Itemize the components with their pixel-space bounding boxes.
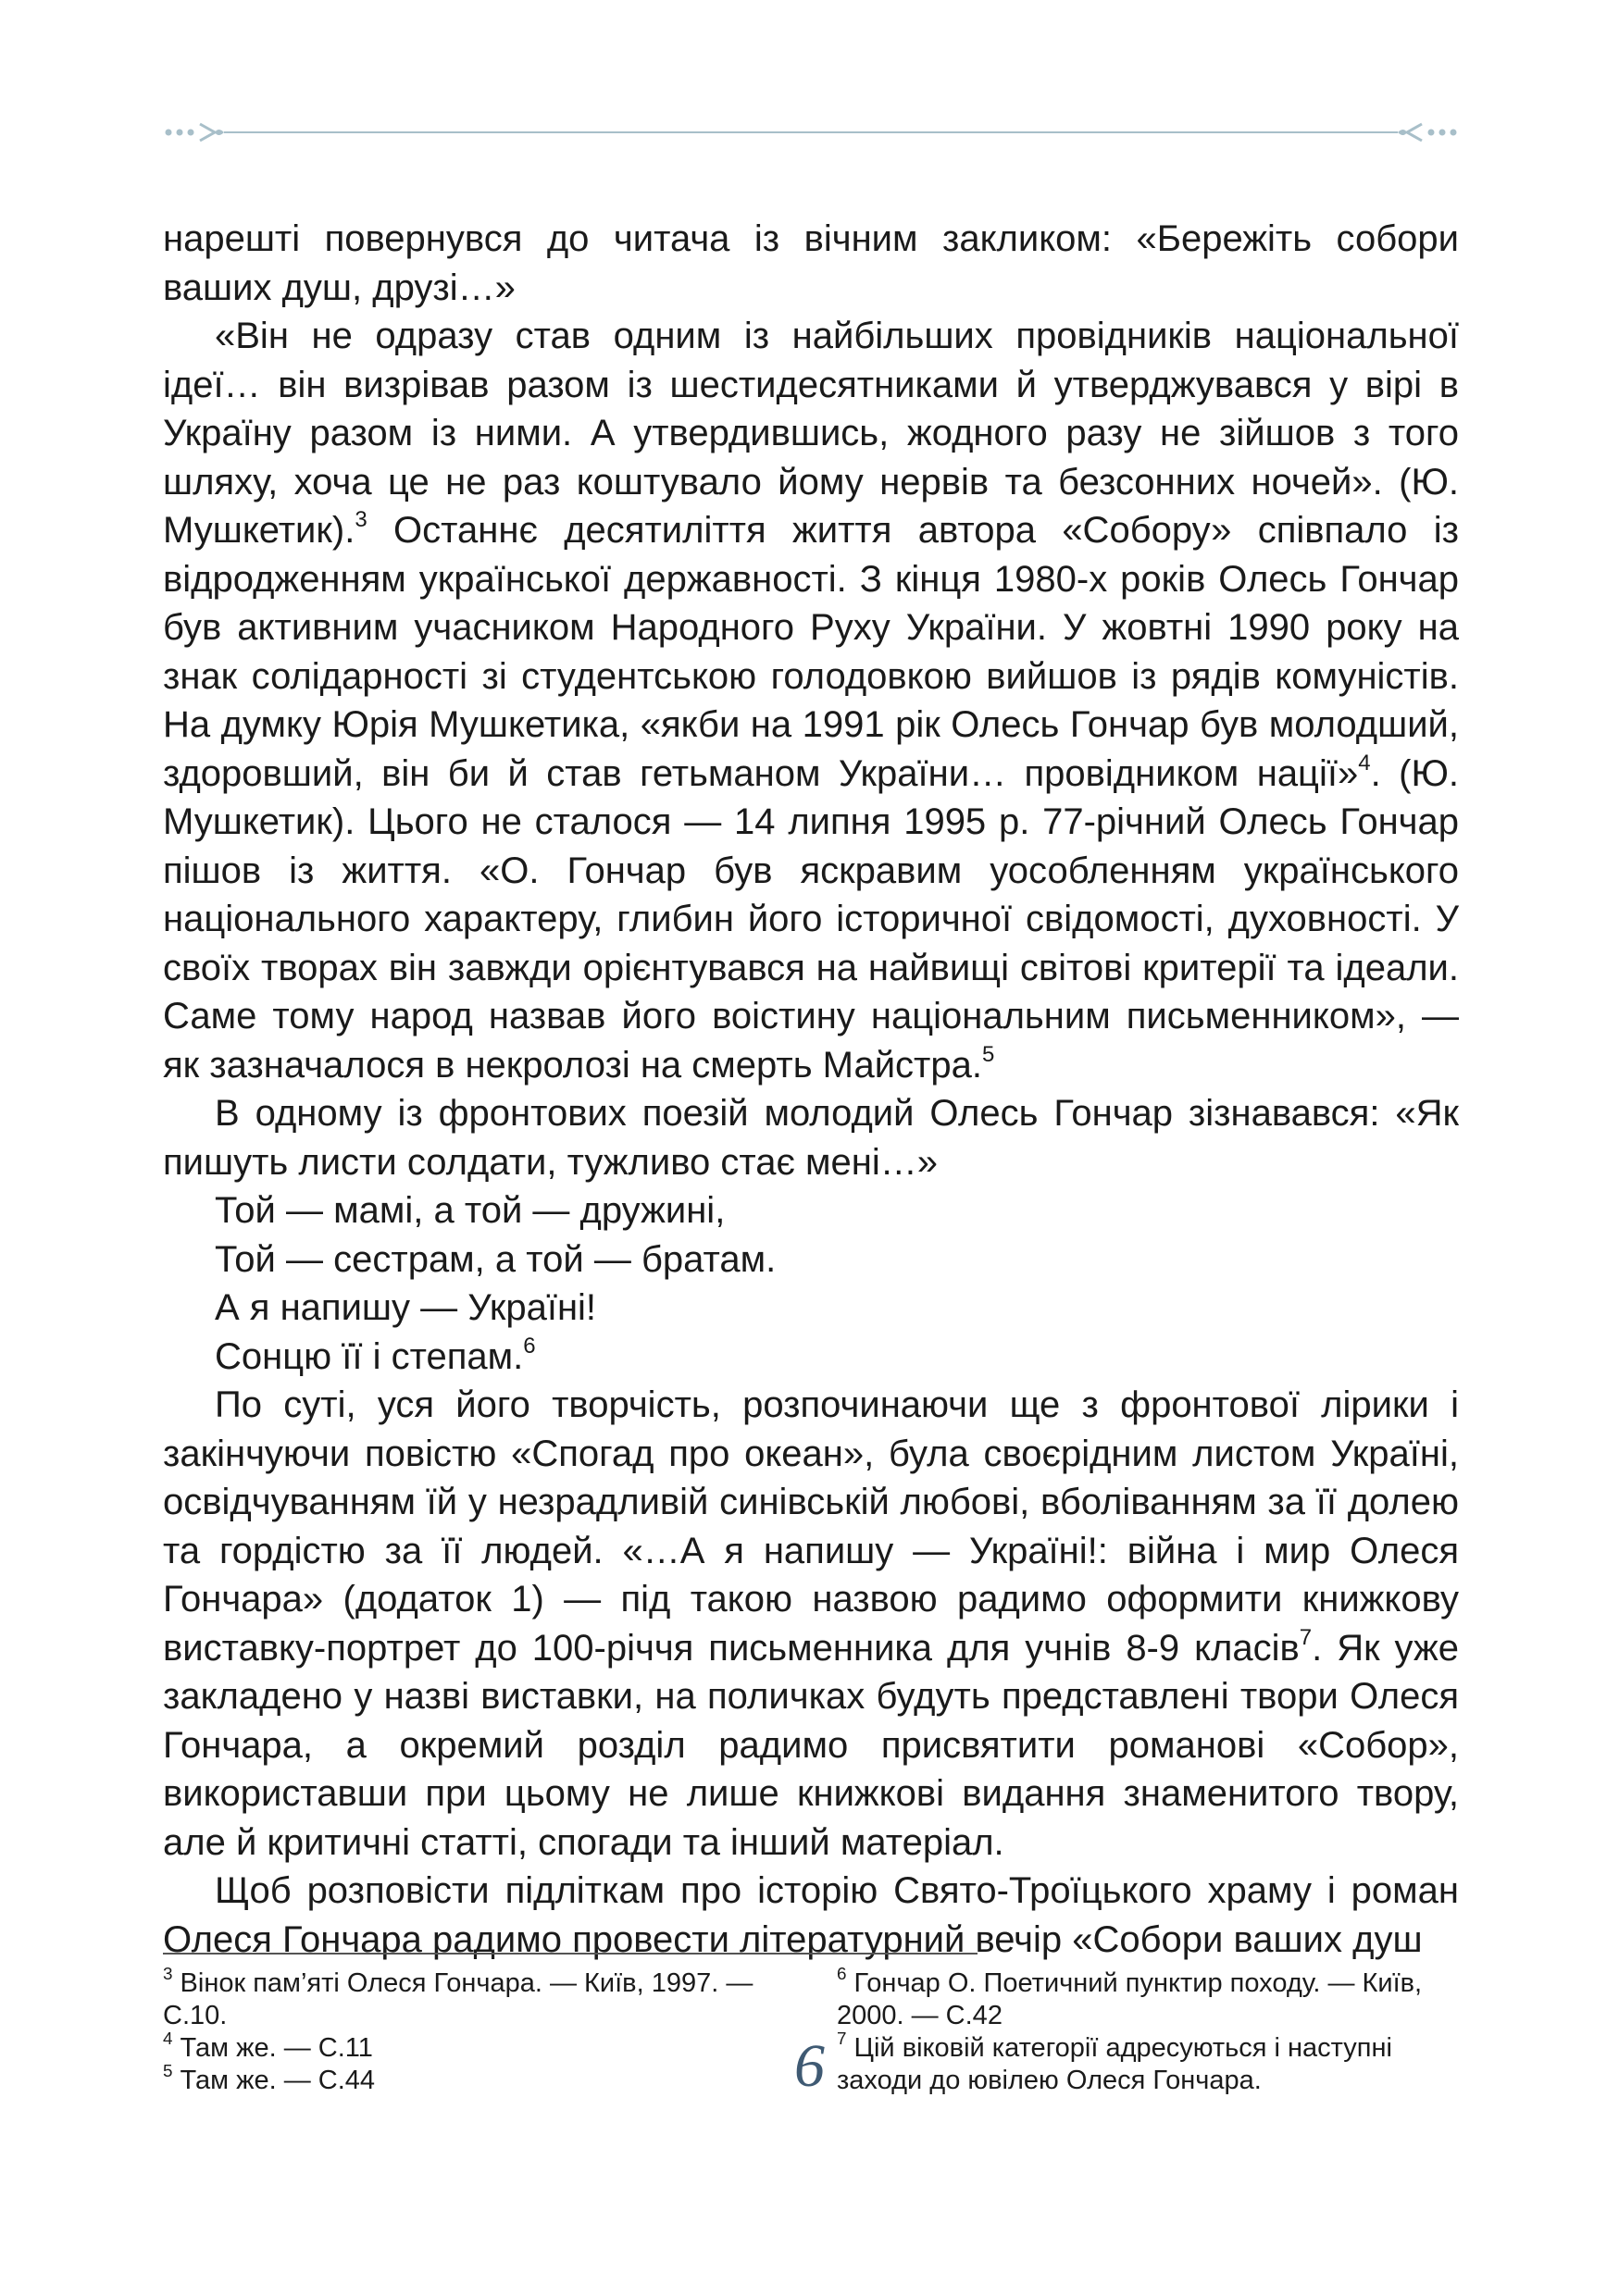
main-text	[163, 215, 1459, 1964]
footnote-ref-3: 3	[355, 507, 367, 533]
footnote-7-mark: 7	[837, 2029, 847, 2049]
footnote-ref-6: 6	[523, 1333, 536, 1359]
poem-line-1: Той — мамі, а той — дружині,	[215, 1190, 726, 1231]
paragraph-2	[163, 312, 1459, 1089]
footnote-6-text: Гончар О. Поетичний пунктир походу. — Київ, 2000. — С.42	[837, 1968, 1423, 2030]
poem-line-2: Той — сестрам, а той — братам.	[215, 1238, 777, 1280]
footnote-3-text: Вінок пам’яті Олеся Гончара. — Київ, 1997. — С.10.	[163, 1968, 753, 2030]
footnote-divider	[163, 1953, 978, 1955]
paragraph-2-part-3: . (Ю. Мушкетик). Цього не сталося — 14 липня 1995 р. 77-річний Олесь Гончар пішов із життя. «О. Гончар був яскравим уособленням українського національного характеру, глибин його історичної свідомості, духовності. У своїх творах він завжди орієнтувався на найвищі світові критерії та ідеали. Саме тому народ назвав його воістину національним письменником», — як зазначалося в некролозі на смерть Майстра.	[163, 752, 1459, 1086]
poem-line-4-text: Сонцю її і степам.	[215, 1335, 524, 1377]
footnote-ref-4: 4	[1358, 750, 1371, 776]
footnote-3	[163, 1964, 811, 2032]
paragraph-2-part-2: Останнє десятиліття життя автора «Собору» співпало із відродженням української державності. З кінця 1980-х років Олесь Гончар був активним учасником Народного Руху України. У жовтні 1990 року на знак солідарності зі студентською голодовкою вийшов із рядів комуністів. На думку Юрія Мушкетика, «якби на 1991 рік Олесь Гончар був молодший, здоровший, він би й став гетьманом України… провідником нації»	[163, 510, 1459, 794]
poem-line-3: А я напишу — Україні!	[215, 1287, 597, 1328]
poem	[163, 1186, 1459, 1381]
footnote-7-text: Цій віковій категорії адресуються і наступні заходи до ювілею Олеся Гончара.	[837, 2033, 1392, 2095]
footnote-4-mark: 4	[163, 2029, 173, 2049]
footnote-4-text: Там же. — С.11	[172, 2033, 373, 2063]
paragraph-4-part-1: По суті, уся його творчість, розпочинаючи ще з фронтової лірики і закінчуючи повістю «Спогад про океан», була своєрідним листом Україні, освідчуванням їй у незрадливій синівській любові, вболіванням за її долею та гордістю за її людей. «…А я напишу — Україні!: війна і мир Олеся Гончара» (додаток 1) — під такою назвою радимо оформити книжкову виставку-портрет до 100-річчя письменника для учнів 8-9 класів	[163, 1384, 1459, 1669]
footnote-5-mark: 5	[163, 2061, 173, 2081]
page-number: 6	[794, 2032, 825, 2100]
poem-line-4	[215, 1333, 1459, 1382]
footnote-ref-5: 5	[981, 1041, 995, 1067]
footnote-ref-7: 7	[1299, 1624, 1313, 1650]
top-ornament	[163, 118, 1459, 146]
footnote-6-mark: 6	[837, 1964, 847, 1984]
paragraph-5: Щоб розповісти підліткам про історію Свято-Троїцького храму і роман Олеся Гончара радимо провести літературний вечір «Собори ваших душ	[163, 1870, 1459, 1960]
footnote-3-mark: 3	[163, 1964, 173, 1984]
paragraph-2-part-1: «Він не одразу став одним із найбільших провідників національної ідеї… він визрівав разом із шестидесятниками й утверджувався у вірі в Україну разом із ними. А утвердившись, жодного разу не зійшов з того шляху, хоча це не раз коштувало йому нервів та безсонних ночей». (Ю. Мушкетик).	[163, 316, 1459, 551]
paragraph-3: В одному із фронтових поезій молодий Олесь Гончар зізнавався: «Як пишуть листи солдати, тужливо стає мені…»	[163, 1093, 1459, 1183]
paragraph-1: нарешті повернувся до читача із вічним закликом: «Бережіть собори ваших душ, друзі…»	[163, 218, 1459, 308]
paragraph-4	[163, 1381, 1459, 1867]
footnote-6	[837, 1964, 1459, 2032]
paragraph-4-part-2: . Як уже закладено у назві виставки, на поличках будуть представлені твори Олеся Гончара, а окремий розділ радимо присвятити романові «Собор», використавши при цьому не лише книжкові видання знаменитого твору, але й критичні статті, спогади та інший матеріал.	[163, 1627, 1459, 1863]
footnote-5-text: Там же. — С.44	[172, 2066, 376, 2095]
